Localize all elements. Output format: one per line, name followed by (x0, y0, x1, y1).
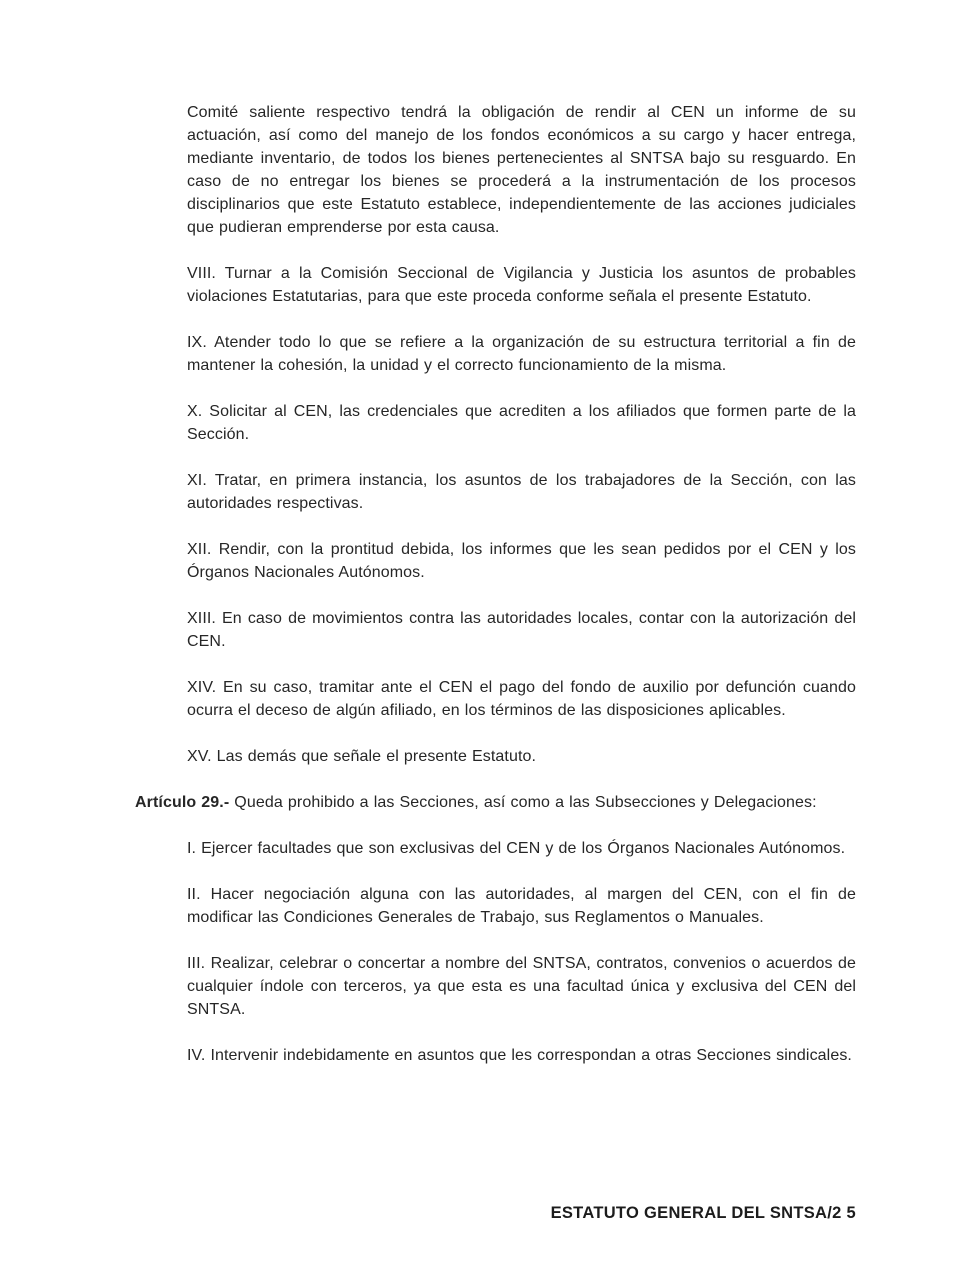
prohibition-iii: III. Realizar, celebrar o concertar a nombre del SNTSA, contratos, convenios o acuerdos de cualquier índole con terceros, ya que esta es una facultad única y exclusiva del CEN del SNTSA. (187, 955, 856, 1018)
clause-xiv: XIV. En su caso, tramitar ante el CEN el pago del fondo de auxilio por defunción cuando ocurra el deceso de algún afiliado, en los términos de las disposiciones aplicables. (187, 679, 856, 719)
clause-x: X. Solicitar al CEN, las credenciales que acrediten a los afiliados que formen parte de la Sección. (187, 403, 856, 443)
page-footer: ESTATUTO GENERAL DEL SNTSA/2 5 (550, 1204, 856, 1222)
article-29 (135, 791, 856, 814)
prohibition-i: I. Ejercer facultades que son exclusivas del CEN y de los Órganos Nacionales Autónomos. (187, 840, 846, 857)
clause-xii: XII. Rendir, con la prontitud debida, los informes que les sean pedidos por el CEN y los Órganos Nacionales Autónomos. (187, 541, 856, 581)
clause-viii: VIII. Turnar a la Comisión Seccional de Vigilancia y Justicia los asuntos de probables violaciones Estatutarias, para que este proceda conforme señala el presente Estatuto. (187, 265, 856, 305)
clause-xi: XI. Tratar, en primera instancia, los asuntos de los trabajadores de la Sección, con las autoridades respectivas. (187, 472, 856, 512)
paragraph-committee-obligations: Comité saliente respectivo tendrá la obligación de rendir al CEN un informe de su actuación, así como del manejo de los fondos económicos a su cargo y hacer entrega, mediante inventario, de todos los bienes pertenecientes al SNTSA bajo su resguardo. En caso de no entregar los bienes se procederá a la instrumentación de los procesos disciplinarios que este Estatuto establece, independientemente de las acciones judiciales que pudieran emprenderse por esta causa. (187, 104, 856, 236)
clause-ix: IX. Atender todo lo que se refiere a la organización de su estructura territorial a fin de mantener la cohesión, la unidad y el correcto funcionamiento de la misma. (187, 334, 856, 374)
article-29-text: Queda prohibido a las Secciones, así como a las Subsecciones y Delegaciones: (229, 794, 817, 811)
clause-xv: XV. Las demás que señale el presente Estatuto. (187, 748, 537, 765)
prohibition-ii: II. Hacer negociación alguna con las autoridades, al margen del CEN, con el fin de modificar las Condiciones Generales de Trabajo, sus Reglamentos o Manuales. (187, 886, 856, 926)
prohibition-iv: IV. Intervenir indebidamente en asuntos que les correspondan a otras Secciones sindicales. (187, 1047, 852, 1064)
article-29-number: Artículo 29.- (135, 794, 230, 811)
clause-xiii: XIII. En caso de movimientos contra las autoridades locales, contar con la autorización del CEN. (187, 610, 856, 650)
document-body (135, 101, 856, 1090)
